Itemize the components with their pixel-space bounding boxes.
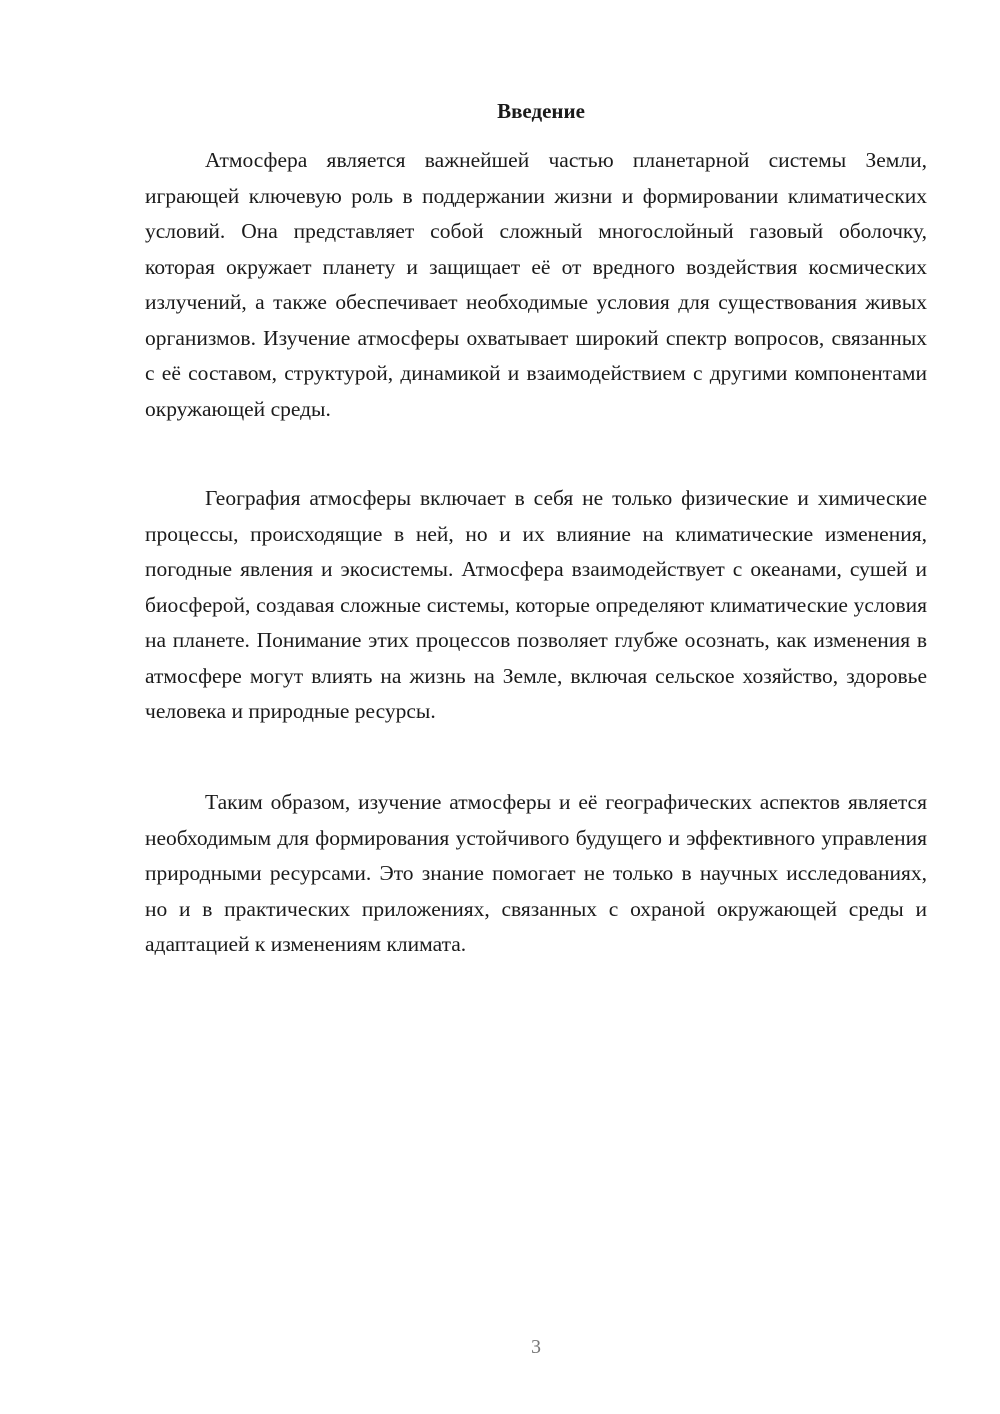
body-paragraph: Таким образом, изучение атмосферы и её географических аспектов является необходимым для формирования устойчивого будущего и эффективного управления природными ресурсами. Это знание помогает не только в научных исследованиях, но и в практических приложениях, связанных с охраной окружающей среды и адаптацией к изменениям климата. (145, 790, 927, 956)
body-paragraph: География атмосферы включает в себя не только физические и химические процессы, происходящие в ней, но и их влияние на климатические изменения, погодные явления и экосистемы. Атмосфера взаимодействует с океанами, сушей и биосферой, создавая сложные системы, которые определяют климатические условия на планете. Понимание этих процессов позволяет глубже осознать, как изменения в атмосфере могут влиять на жизнь на Земле, включая сельское хозяйство, здоровье человека и природные ресурсы. (145, 486, 927, 723)
body-paragraph: Атмосфера является важнейшей частью планетарной системы Земли, играющей ключевую роль в поддержании жизни и формировании климатических условий. Она представляет собой сложный многослойный газовый оболочку, которая окружает планету и защищает её от вредного воздействия космических излучений, а также обеспечивает необходимые условия для существования живых организмов. Изучение атмосферы охватывает широкий спектр вопросов, связанных с её составом, структурой, динамикой и взаимодействием с другими компонентами окружающей среды. (145, 148, 927, 421)
section-title: Введение (497, 99, 585, 123)
page-number: 3 (531, 1336, 541, 1358)
